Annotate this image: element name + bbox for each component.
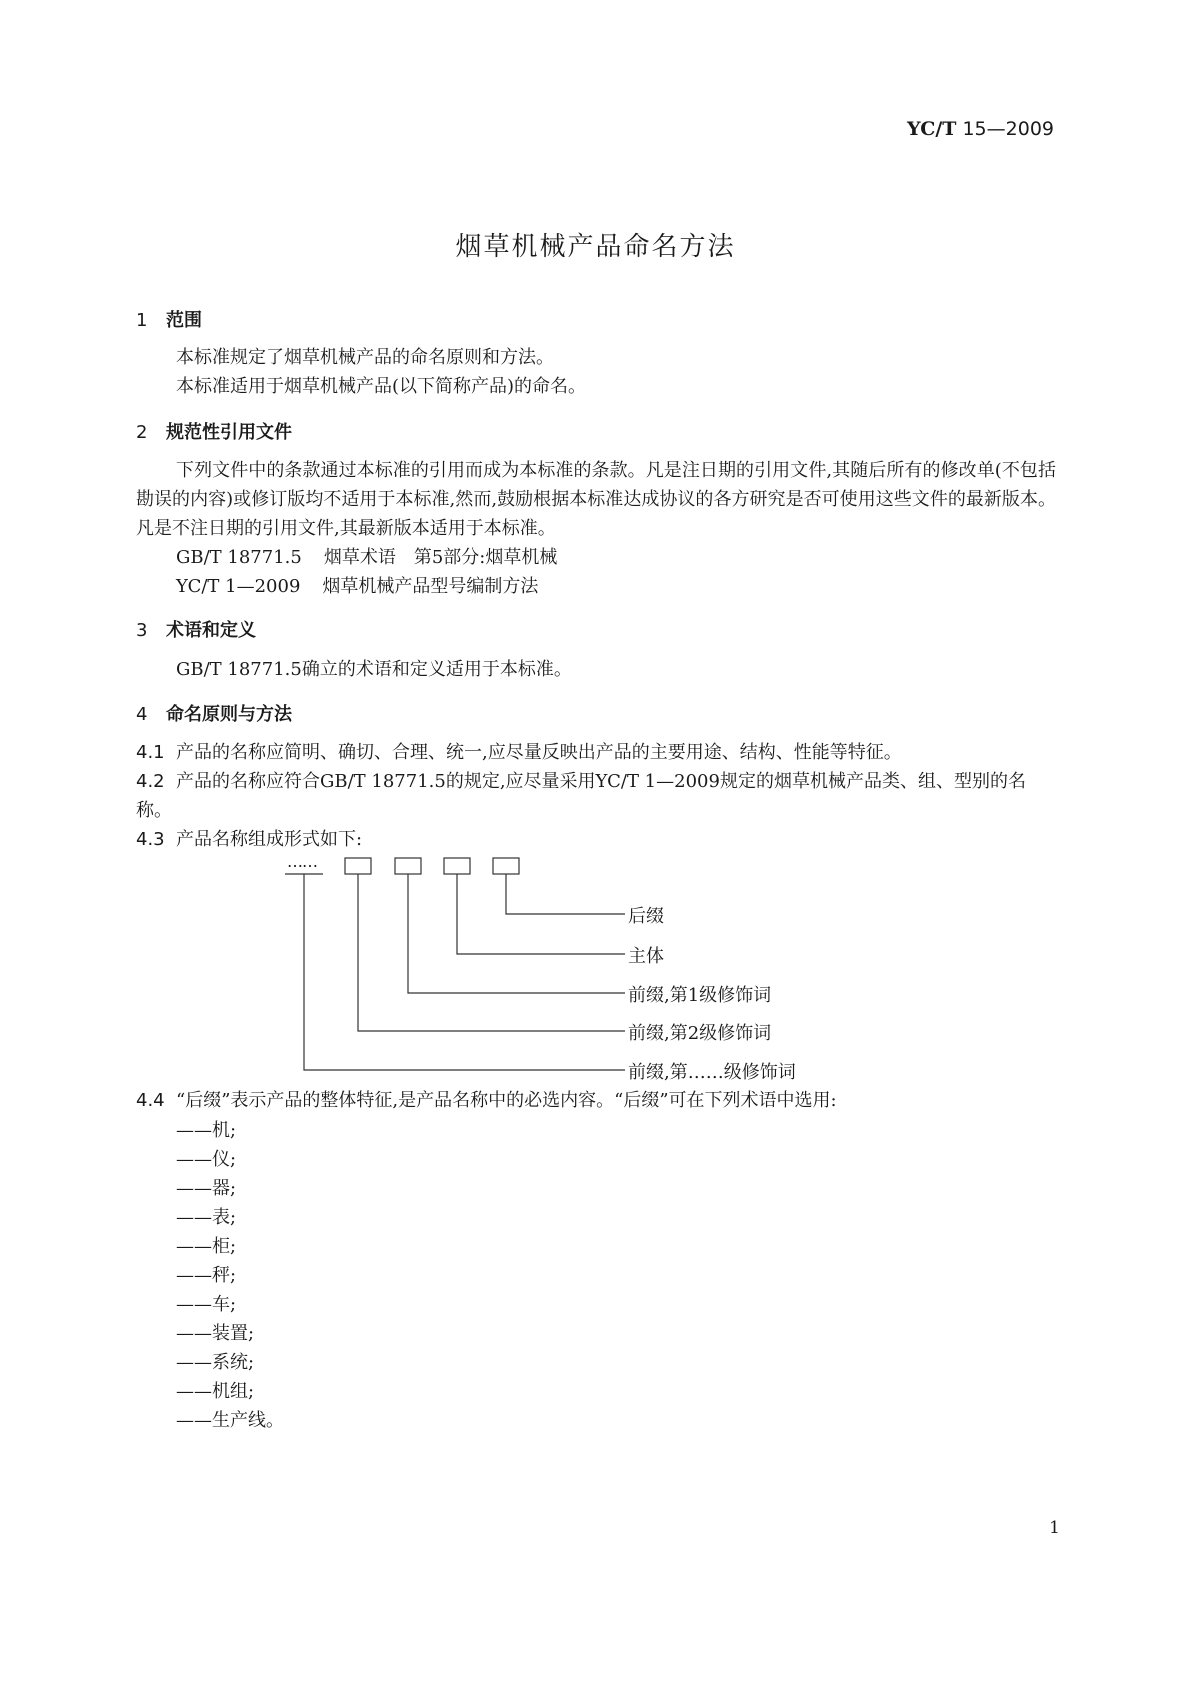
standard-prefix: YC/T — [906, 118, 957, 140]
box-1 — [493, 858, 519, 874]
clause-number: 4.4 — [136, 1090, 165, 1111]
clause-4-3 — [136, 825, 1056, 854]
section-title: 规范性引用文件 — [166, 422, 292, 443]
box-2 — [444, 858, 470, 874]
section-number: 2 — [136, 422, 148, 443]
section-2-paragraph: 下列文件中的条款通过本标准的引用而成为本标准的条款。凡是注日期的引用文件,其随后所有的修改单(不包括勘误的内容)或修订版均不适用于本标准,然而,鼓励根据本标准达成协议的各方研究是否可使用这些文件的最新版本。凡是不注日期的引用文件,其最新版本适用于本标准。 — [136, 460, 1056, 539]
section-3-paragraph: GB/T 18771.5确立的术语和定义适用于本标准。 — [176, 659, 572, 680]
box-3 — [395, 858, 421, 874]
reference-name: 烟草机械产品型号编制方法 — [322, 576, 539, 597]
clause-number: 4.2 — [136, 771, 165, 792]
suffix-item: ——仪; — [176, 1149, 237, 1170]
suffix-item: ——机; — [176, 1120, 237, 1141]
suffix-item: ——装置; — [176, 1323, 255, 1344]
clause-text: 产品的名称应简明、确切、合理、统一,应尽量反映出产品的主要用途、结构、性能等特征。 — [176, 742, 902, 763]
section-1-heading — [136, 306, 202, 332]
section-number: 1 — [136, 310, 148, 331]
section-number: 3 — [136, 620, 148, 641]
leader-prefix-1 — [408, 874, 625, 993]
label-main: 主体 — [628, 946, 664, 967]
section-title: 术语和定义 — [166, 620, 256, 641]
label-prefix-1: 前缀,第1级修饰词 — [628, 985, 772, 1006]
reference-code: YC/T 1—2009 — [176, 576, 301, 597]
section-4-heading — [136, 700, 292, 726]
label-prefix-2: 前缀,第2级修饰词 — [628, 1023, 772, 1044]
suffix-item: ——生产线。 — [176, 1410, 284, 1431]
document-title: 烟草机械产品命名方法 — [455, 232, 736, 262]
page-number: 1 — [1049, 1518, 1060, 1538]
reference-2 — [176, 573, 538, 601]
suffix-item: ——车; — [176, 1294, 237, 1315]
standard-number — [907, 118, 1054, 140]
clause-4-4 — [136, 1086, 1056, 1115]
leader-prefix-2 — [358, 874, 625, 1031]
label-prefix-n: 前缀,第……级修饰词 — [628, 1062, 796, 1083]
section-number: 4 — [136, 704, 148, 725]
dots-placeholder: …… — [287, 852, 317, 871]
clause-text: 产品的名称应符合GB/T 18771.5的规定,应尽量采用YC/T 1—2009规定的烟草机械产品类、组、型别的名称。 — [136, 771, 1026, 821]
clause-number: 4.1 — [136, 742, 165, 763]
section-2-heading — [136, 418, 292, 444]
suffix-item: ——秤; — [176, 1265, 237, 1286]
clause-4-1 — [136, 738, 1056, 767]
label-suffix: 后缀 — [628, 906, 664, 927]
leader-prefix-n — [304, 874, 625, 1070]
reference-1 — [176, 544, 557, 572]
section-3-heading — [136, 616, 256, 642]
standard-code: 15—2009 — [962, 118, 1054, 140]
clause-number: 4.3 — [136, 829, 165, 850]
suffix-item: ——系统; — [176, 1352, 255, 1373]
leader-main — [457, 874, 625, 954]
leader-suffix — [506, 874, 625, 914]
section-title: 命名原则与方法 — [166, 704, 292, 725]
clause-4-2 — [136, 767, 1056, 825]
box-4 — [345, 858, 371, 874]
suffix-item: ——柜; — [176, 1236, 237, 1257]
suffix-item: ——表; — [176, 1207, 237, 1228]
suffix-item: ——机组; — [176, 1381, 255, 1402]
reference-code: GB/T 18771.5 — [176, 547, 302, 568]
section-1-line-1: 本标准规定了烟草机械产品的命名原则和方法。 — [176, 347, 554, 368]
clause-text: 产品名称组成形式如下: — [176, 829, 363, 850]
section-title: 范围 — [166, 310, 202, 331]
reference-name: 烟草术语 第5部分:烟草机械 — [323, 547, 558, 568]
suffix-item: ——器; — [176, 1178, 237, 1199]
section-1-line-2: 本标准适用于烟草机械产品(以下简称产品)的命名。 — [176, 376, 587, 397]
clause-text: “后缀”表示产品的整体特征,是产品名称中的必选内容。“后缀”可在下列术语中选用: — [176, 1090, 837, 1111]
